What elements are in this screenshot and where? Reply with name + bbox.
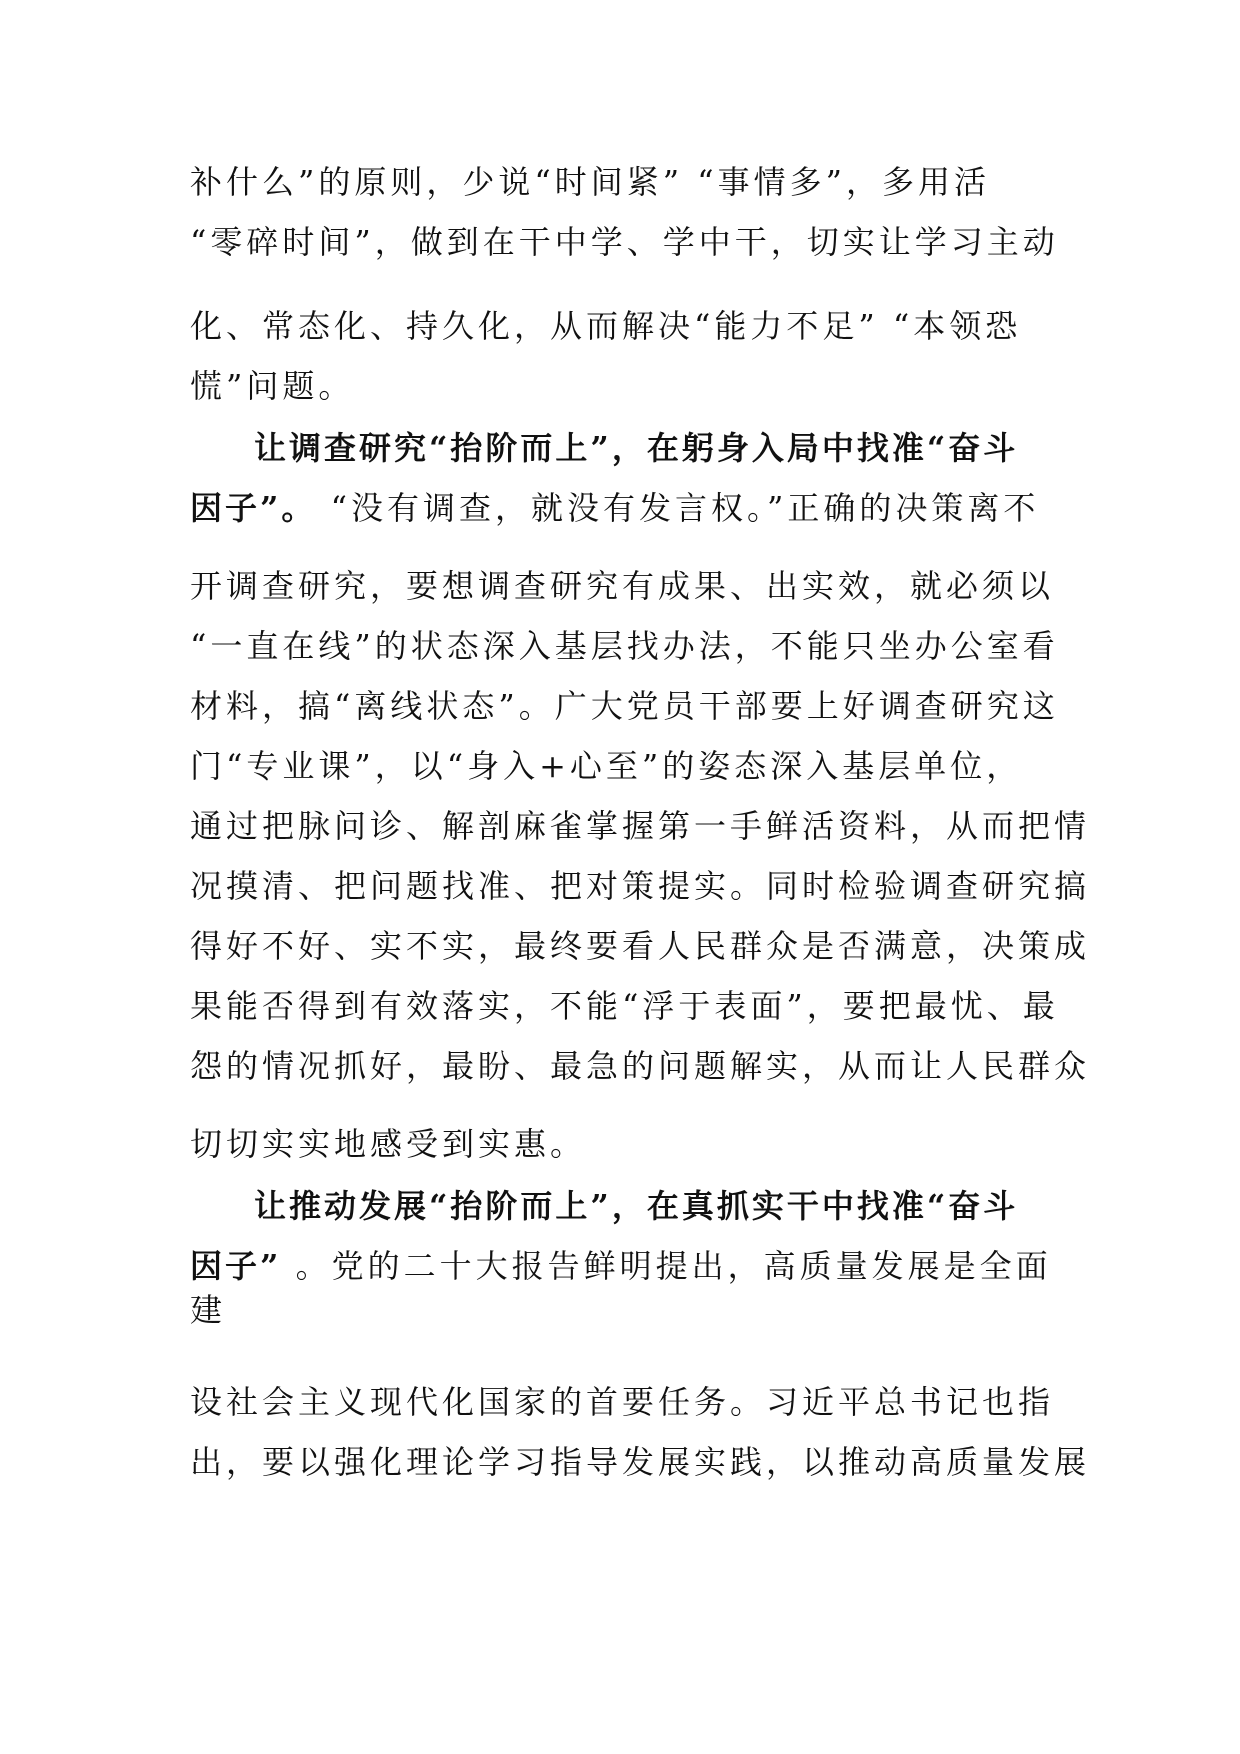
line-text: 。党的二十大报告鲜明提出，高质量发展是全面 (281, 1247, 1052, 1285)
line-text: 果能否得到有效落实，不能“浮于表面”，要把最忧、最 (190, 987, 1059, 1025)
text-line-14 (190, 986, 1059, 1026)
text-line-21 (190, 1442, 1090, 1482)
text-line-1 (190, 162, 990, 202)
text-line-11 (190, 806, 1090, 846)
line-text: 设社会主义现代化国家的首要任务。习近平总书记也指 (190, 1383, 1055, 1421)
text-line-12 (190, 866, 1090, 906)
line-text: 得好不好、实不实，最终要看人民群众是否满意，决策成 (190, 927, 1091, 965)
line-text: 建 (190, 1291, 227, 1329)
text-line-18 (190, 1246, 1052, 1286)
line-text: 材料，搞“离线状态”。广大党员干部要上好调查研究这 (190, 687, 1059, 725)
text-line-9 (190, 686, 1059, 726)
text-line-7 (190, 566, 1054, 606)
heading-text: 让调查研究“抬阶而上”，在躬身入局中找准“奋斗 (254, 429, 1019, 467)
text-line-10 (190, 746, 1022, 786)
text-line-16 (190, 1124, 586, 1164)
line-text: 出，要以强化理论学习指导发展实践，以推动高质量发展 (190, 1443, 1091, 1481)
heading-continuation: 因子”。 (190, 489, 317, 527)
text-line-2 (190, 222, 1059, 262)
line-text: “零碎时间”，做到在干中学、学中干，切实让学习主动 (190, 223, 1059, 261)
line-text: 慌”问题。 (190, 367, 355, 405)
section-heading-development (254, 1186, 1018, 1226)
line-text: “一直在线”的状态深入基层找办法，不能只坐办公室看 (190, 627, 1059, 665)
line-text: 况摸清、把问题找准、把对策提实。同时检验调查研究搞 (190, 867, 1091, 905)
heading-continuation: 因子” (190, 1247, 282, 1285)
section-heading-research (254, 428, 1018, 468)
text-line-19 (190, 1290, 226, 1330)
line-text: 开调查研究，要想调查研究有成果、出实效，就必须以 (190, 567, 1055, 605)
text-line-20 (190, 1382, 1054, 1422)
line-text: “没有调查，就没有发言权。”正确的决策离不 (316, 489, 1040, 527)
line-text: 通过把脉问诊、解剖麻雀掌握第一手鲜活资料，从而把情 (190, 807, 1091, 845)
text-line-3 (190, 306, 1021, 346)
line-text: 补什么”的原则，少说“时间紧” “事情多”，多用活 (190, 163, 990, 201)
line-text: 化、常态化、持久化，从而解决“能力不足” “本领恐 (190, 307, 1022, 345)
line-text: 切切实实地感受到实惠。 (190, 1125, 587, 1163)
text-line-4 (190, 366, 354, 406)
line-text: 怨的情况抓好，最盼、最急的问题解实，从而让人民群众 (190, 1047, 1091, 1085)
heading-text: 让推动发展“抬阶而上”，在真抓实干中找准“奋斗 (254, 1187, 1019, 1225)
text-line-15 (190, 1046, 1090, 1086)
text-line-6 (190, 488, 1039, 528)
line-text: 门“专业课”，以“身入+心至”的姿态深入基层单位， (190, 747, 1023, 785)
text-line-13 (190, 926, 1090, 966)
text-line-8 (190, 626, 1059, 666)
